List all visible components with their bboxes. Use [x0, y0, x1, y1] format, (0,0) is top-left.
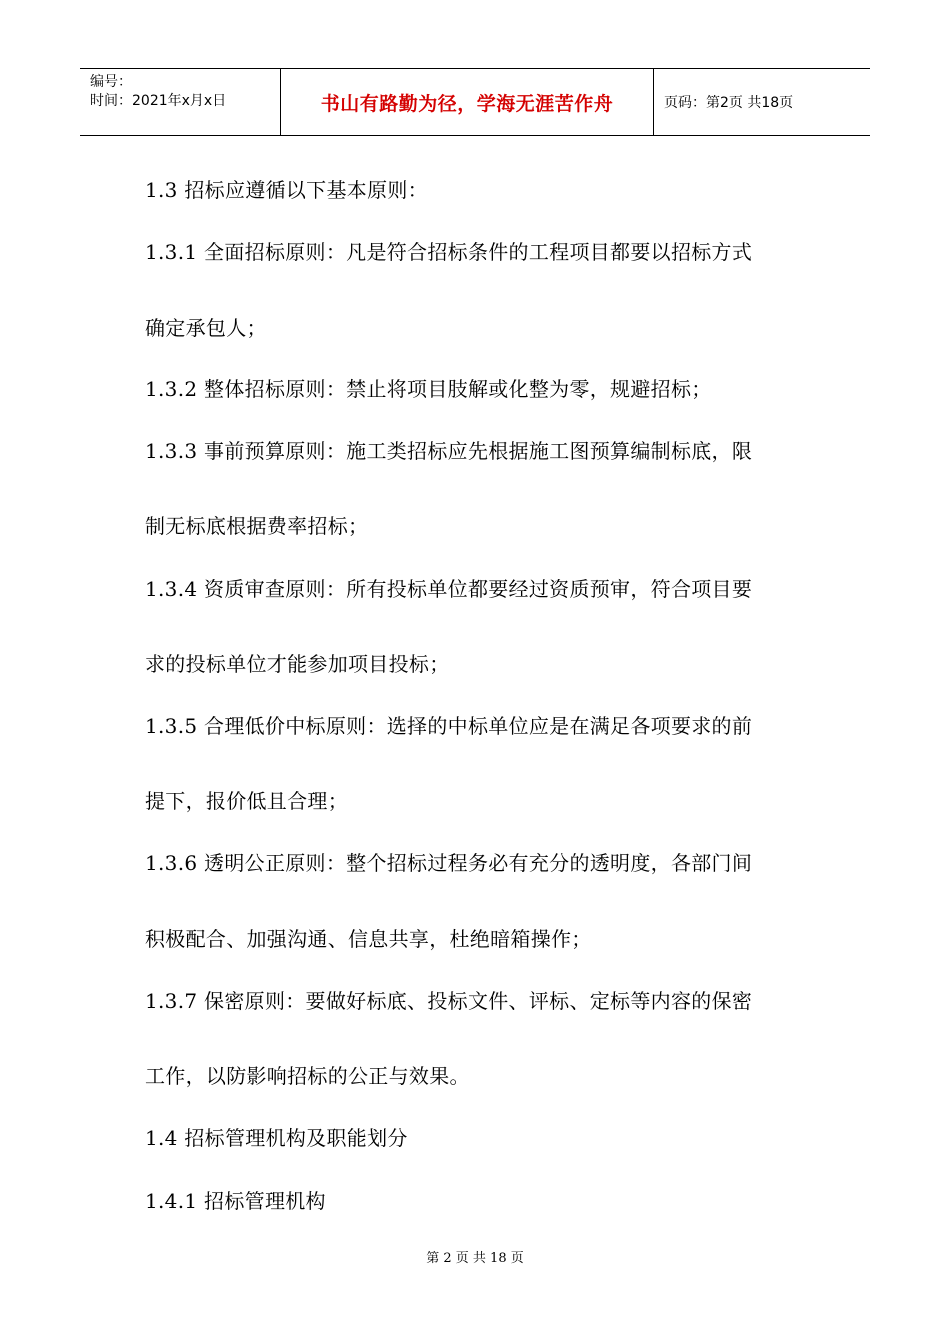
header-motto: 书山有路勤为径，学海无涯苦作舟 — [281, 69, 654, 135]
body-line: 提下，报价低且合理； — [145, 789, 348, 813]
body-line: 1.3.4 资质审查原则：所有投标单位都要经过资质预审，符合项目要 — [145, 577, 753, 601]
body-line: 1.3.7 保密原则：要做好标底、投标文件、评标、定标等内容的保密 — [145, 989, 753, 1013]
page-header — [80, 68, 870, 136]
document-number-label: 编号： — [90, 74, 132, 90]
body-line: 积极配合、加强沟通、信息共享，杜绝暗箱操作； — [145, 927, 592, 951]
body-line: 工作，以防影响招标的公正与效果。 — [145, 1064, 470, 1088]
body-line: 1.4.1 招标管理机构 — [145, 1189, 326, 1213]
body-line: 制无标底根据费率招标； — [145, 514, 369, 538]
body-line: 求的投标单位才能参加项目投标； — [145, 652, 450, 676]
body-line: 1.3.3 事前预算原则：施工类招标应先根据施工图预算编制标底，限 — [145, 439, 753, 463]
body-line: 1.4 招标管理机构及职能划分 — [145, 1126, 408, 1150]
body-line: 确定承包人； — [145, 316, 267, 340]
body-line: 1.3.1 全面招标原则：凡是符合招标条件的工程项目都要以招标方式 — [145, 240, 753, 264]
document-time-label: 时间：2021年x月x日 — [90, 93, 227, 109]
body-line: 1.3 招标应遵循以下基本原则： — [145, 178, 428, 202]
header-page-info: 页码：第2页 共18页 — [664, 95, 794, 111]
body-line: 1.3.2 整体招标原则：禁止将项目肢解或化整为零，规避招标； — [145, 377, 712, 401]
header-meta — [80, 69, 281, 135]
body-line: 1.3.6 透明公正原则：整个招标过程务必有充分的透明度，各部门间 — [145, 851, 753, 875]
body-line: 1.3.5 合理低价中标原则：选择的中标单位应是在满足各项要求的前 — [145, 714, 753, 738]
page-footer: 第 2 页 共 18 页 — [426, 1251, 524, 1266]
